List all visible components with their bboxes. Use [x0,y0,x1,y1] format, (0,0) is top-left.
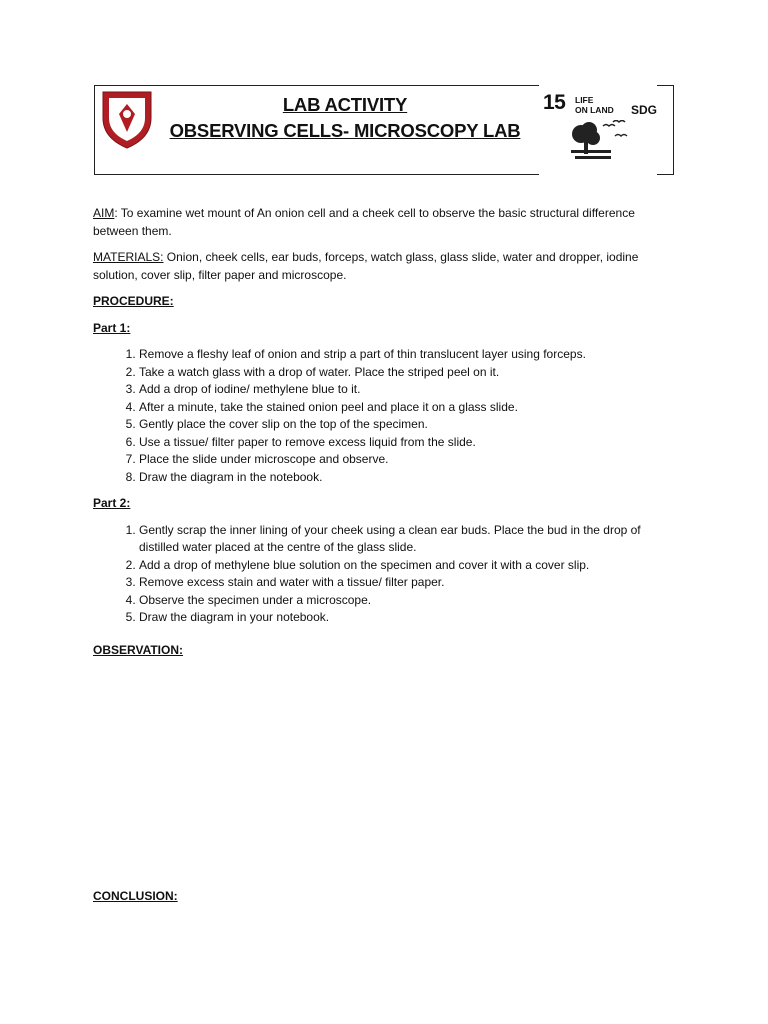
list-item: 1. Remove a fleshy leaf of onion and strip a part of thin translucent layer using forceps. [139,346,683,364]
list-item: 7. Place the slide under microscope and observe. [139,451,683,469]
title-block [155,92,535,144]
aim-text: : To examine wet mount of An onion cell and a cheek cell to observe the basic structural difference between them. [93,206,635,238]
page-subtitle: OBSERVING CELLS- MICROSCOPY LAB [169,120,521,141]
list-item: 3. Add a drop of iodine/ methylene blue to it. [139,381,683,399]
school-crest-icon [99,88,155,150]
list-item: 5. Gently place the cover slip on the top of the specimen. [139,416,683,434]
list-item: 5. Draw the diagram in your notebook. [139,609,683,627]
part1-steps [93,346,683,486]
list-item: 2. Add a drop of methylene blue solution on the specimen and cover it with a cover slip. [139,557,683,575]
list-item: 6. Use a tissue/ filter paper to remove excess liquid from the slide. [139,434,683,452]
part2-steps [93,522,683,627]
list-item: 3. Remove excess stain and water with a tissue/ filter paper. [139,574,683,592]
lab-content [93,205,683,636]
materials-label: MATERIALS: [93,250,164,264]
list-item: 2. Take a watch glass with a drop of water. Place the striped peel on it. [139,364,683,382]
sdg-number: 15 [543,91,566,114]
aim-label: AIM [93,206,115,220]
list-item: 8. Draw the diagram in the notebook. [139,469,683,487]
aim-paragraph [93,205,683,240]
sdg-label: SDG [631,103,658,117]
materials-text: Onion, cheek cells, ear buds, forceps, watch glass, glass slide, water and dropper, iodine solution, cover slip, filter paper and microscope. [93,250,639,282]
part2-heading: Part 2: [93,496,131,510]
tree-birds-icon [567,120,631,162]
header-box [94,85,674,175]
page-title: LAB ACTIVITY [282,94,408,115]
part1-heading: Part 1: [93,320,131,335]
list-item: 1. Gently scrap the inner lining of your cheek using a clean ear buds. Place the bud in the drop of distilled water placed at the centre of the glass slide. [139,522,683,557]
conclusion-heading: CONCLUSION: [93,889,178,903]
procedure-heading: PROCEDURE: [93,294,174,308]
list-item: 4. Observe the specimen under a microscope. [139,592,683,610]
list-item: 4. After a minute, take the stained onion peel and place it on a glass slide. [139,399,683,417]
sdg-goal-text: LIFE ON LAND [575,95,614,115]
observation-heading: OBSERVATION: [93,643,184,657]
materials-paragraph [93,249,683,284]
